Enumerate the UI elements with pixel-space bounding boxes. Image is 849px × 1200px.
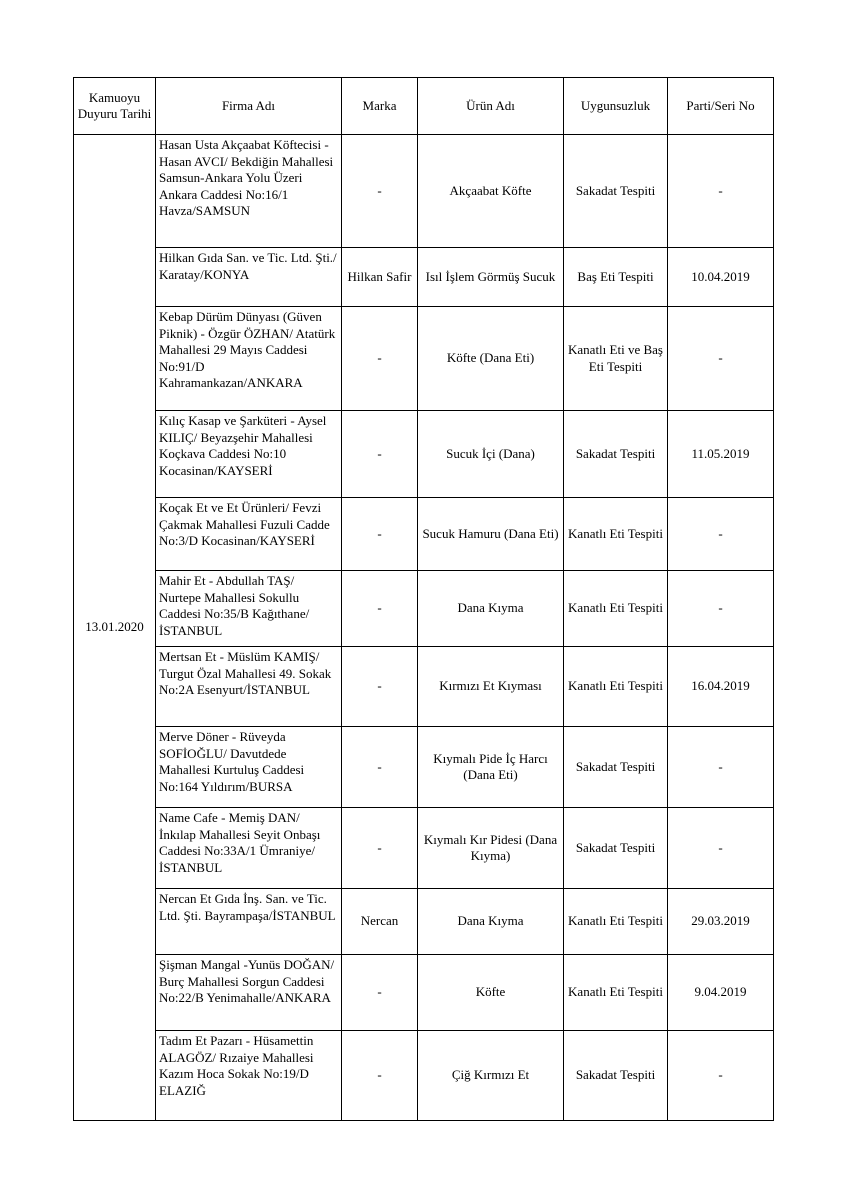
batch-cell: - <box>668 571 774 647</box>
brand-cell: - <box>342 307 418 411</box>
product-cell: Akçaabat Köfte <box>418 135 564 248</box>
batch-cell: - <box>668 498 774 571</box>
brand-cell: - <box>342 1031 418 1121</box>
firm-cell: Koçak Et ve Et Ürünleri/ Fevzi Çakmak Mahallesi Fuzuli Cadde No:3/D Kocasinan/KAYSERİ <box>156 498 342 571</box>
brand-cell: - <box>342 647 418 727</box>
header-brand: Marka <box>342 78 418 135</box>
header-batch-no: Parti/Seri No <box>668 78 774 135</box>
firm-cell: Kılıç Kasap ve Şarküteri - Aysel KILIÇ/ Beyazşehir Mahallesi Koçkava Caddesi No:10 Kocasinan/KAYSERİ <box>156 411 342 498</box>
nonconformity-table <box>73 77 774 1121</box>
batch-cell: 16.04.2019 <box>668 647 774 727</box>
firm-cell: Name Cafe - Memiş DAN/ İnkılap Mahallesi Seyit Onbaşı Caddesi No:33A/1 Ümraniye/İSTANBUL <box>156 808 342 889</box>
brand-cell: Nercan <box>342 889 418 955</box>
firm-cell: Tadım Et Pazarı - Hüsamettin ALAGÖZ/ Rızaiye Mahallesi Kazım Hoca Sokak No:19/D ELAZIĞ <box>156 1031 342 1121</box>
table-row <box>74 1031 774 1121</box>
nonconformity-cell: Sakadat Tespiti <box>564 135 668 248</box>
firm-cell: Hilkan Gıda San. ve Tic. Ltd. Şti./ Karatay/KONYA <box>156 248 342 307</box>
product-cell: Kırmızı Et Kıyması <box>418 647 564 727</box>
product-cell: Isıl İşlem Görmüş Sucuk <box>418 248 564 307</box>
table-row <box>74 411 774 498</box>
firm-cell: Nercan Et Gıda İnş. San. ve Tic. Ltd. Şti. Bayrampaşa/İSTANBUL <box>156 889 342 955</box>
nonconformity-cell: Sakadat Tespiti <box>564 411 668 498</box>
brand-cell: - <box>342 571 418 647</box>
table-row <box>74 571 774 647</box>
header-row <box>74 78 774 135</box>
firm-cell: Mahir Et - Abdullah TAŞ/ Nurtepe Mahallesi Sokullu Caddesi No:35/B Kağıthane/İSTANBUL <box>156 571 342 647</box>
brand-cell: - <box>342 808 418 889</box>
firm-cell: Merve Döner - Rüveyda SOFİOĞLU/ Davutdede Mahallesi Kurtuluş Caddesi No:164 Yıldırım/BURSA <box>156 727 342 808</box>
header-announcement-date: Kamuoyu Duyuru Tarihi <box>74 78 156 135</box>
nonconformity-cell: Kanatlı Eti Tespiti <box>564 889 668 955</box>
product-cell: Dana Kıyma <box>418 571 564 647</box>
table-row <box>74 498 774 571</box>
brand-cell: - <box>342 411 418 498</box>
product-cell: Sucuk İçi (Dana) <box>418 411 564 498</box>
nonconformity-cell: Sakadat Tespiti <box>564 727 668 808</box>
nonconformity-cell: Kanatlı Eti ve Baş Eti Tespiti <box>564 307 668 411</box>
nonconformity-cell: Kanatlı Eti Tespiti <box>564 571 668 647</box>
firm-cell: Mertsan Et - Müslüm KAMIŞ/ Turgut Özal Mahallesi 49. Sokak No:2A Esenyurt/İSTANBUL <box>156 647 342 727</box>
header-firm-name: Firma Adı <box>156 78 342 135</box>
batch-cell: - <box>668 727 774 808</box>
product-cell: Sucuk Hamuru (Dana Eti) <box>418 498 564 571</box>
product-cell: Kıymalı Pide İç Harcı (Dana Eti) <box>418 727 564 808</box>
nonconformity-cell: Sakadat Tespiti <box>564 808 668 889</box>
header-product-name: Ürün Adı <box>418 78 564 135</box>
brand-cell: - <box>342 135 418 248</box>
table-row <box>74 248 774 307</box>
table-row <box>74 647 774 727</box>
announcement-date-cell: 13.01.2020 <box>74 135 156 1121</box>
batch-cell: 10.04.2019 <box>668 248 774 307</box>
nonconformity-cell: Kanatlı Eti Tespiti <box>564 498 668 571</box>
product-cell: Köfte (Dana Eti) <box>418 307 564 411</box>
table-row <box>74 727 774 808</box>
product-cell: Çiğ Kırmızı Et <box>418 1031 564 1121</box>
table-row <box>74 307 774 411</box>
nonconformity-cell: Baş Eti Tespiti <box>564 248 668 307</box>
nonconformity-cell: Kanatlı Eti Tespiti <box>564 955 668 1031</box>
batch-cell: - <box>668 1031 774 1121</box>
table-row <box>74 135 774 248</box>
batch-cell: - <box>668 135 774 248</box>
firm-cell: Kebap Dürüm Dünyası (Güven Piknik) - Özgür ÖZHAN/ Atatürk Mahallesi 29 Mayıs Caddesi No:91/D Kahramankazan/ANKARA <box>156 307 342 411</box>
product-cell: Kıymalı Kır Pidesi (Dana Kıyma) <box>418 808 564 889</box>
table-row <box>74 808 774 889</box>
batch-cell: - <box>668 808 774 889</box>
table-row <box>74 955 774 1031</box>
header-nonconformity: Uygunsuzluk <box>564 78 668 135</box>
table-row <box>74 889 774 955</box>
batch-cell: 11.05.2019 <box>668 411 774 498</box>
batch-cell: 9.04.2019 <box>668 955 774 1031</box>
product-cell: Dana Kıyma <box>418 889 564 955</box>
brand-cell: - <box>342 498 418 571</box>
firm-cell: Hasan Usta Akçaabat Köftecisi - Hasan AVCI/ Bekdiğin Mahallesi Samsun-Ankara Yolu Üzeri Ankara Caddesi No:16/1 Havza/SAMSUN <box>156 135 342 248</box>
brand-cell: - <box>342 727 418 808</box>
brand-cell: Hilkan Safir <box>342 248 418 307</box>
batch-cell: 29.03.2019 <box>668 889 774 955</box>
batch-cell: - <box>668 307 774 411</box>
firm-cell: Şişman Mangal -Yunüs DOĞAN/ Burç Mahallesi Sorgun Caddesi No:22/B Yenimahalle/ANKARA <box>156 955 342 1031</box>
nonconformity-cell: Kanatlı Eti Tespiti <box>564 647 668 727</box>
nonconformity-cell: Sakadat Tespiti <box>564 1031 668 1121</box>
brand-cell: - <box>342 955 418 1031</box>
product-cell: Köfte <box>418 955 564 1031</box>
